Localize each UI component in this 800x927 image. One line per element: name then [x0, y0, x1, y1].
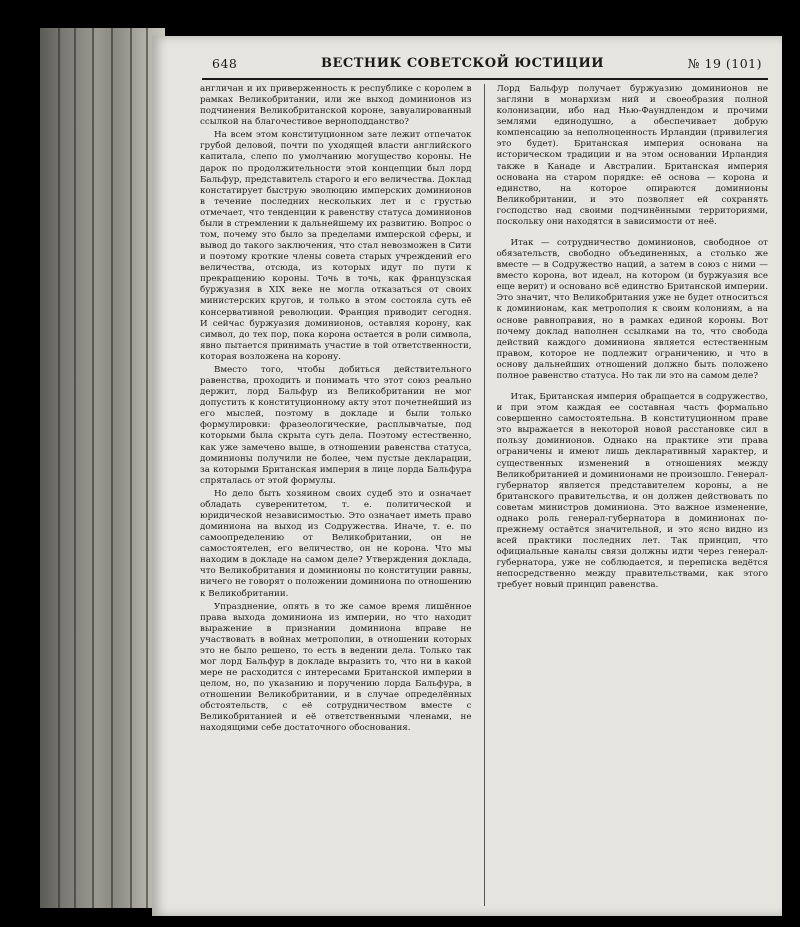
paragraph: Вместо того, чтобы добиться действительного равенства, проходить и понимать что этот союз реально держит, лорд Бальфур из Великобритании не мог допустить к конституционному акту этот почетнейший из его мыслей, поэтому в докладе и были только формулировки: фразеологические, расплывчатые, под которыми была скрыта суть дела. Поэтому естественно, как уже замечено выше, в отношении равенства статуса, доминионы получили не более, чем пустые декларации, за которыми Британская империя в лице лорда Бальфура спряталась от этой формулы.	[200, 364, 472, 486]
issue-number: № 19 (101)	[687, 55, 762, 71]
document-page	[152, 36, 782, 916]
paragraph: Упразднение, опять в то же самое время лишённое права выхода доминиона из империи, но что находит выражение в признании доминиона вправе не участвовать в войнах метрополии, в отношении которых это не было решено, то есть в ведении дела. Только так мог лорд Бальфур в докладе выразить то, что ни в какой мере не расходится с интересами Британской империи в целом, но, по указанию и поручению лорда Бальфура, в отношении Великобритании, и в случае определённых обстоятельств, с её сотрудничеством вместе с Великобританией и её ответственными членами, не находящими себе достаточного обоснования.	[200, 601, 472, 734]
header-rule	[202, 78, 768, 80]
text-columns	[200, 84, 768, 906]
right-column	[497, 84, 769, 906]
paragraph: Лорд Бальфур получает буржуазию доминионов не загляни в монархизм ний и своеобразия полной колонизации, ибо над Нью-Фаундлендом и прочими землями единодушно, а обеспечивает добрую компенсацию за неполноценность Ирландии (привилегия это будет). Британская империя основана на историческом традиции и на этом основании Ирландия также в Канаде и Австралии. Британская империя основана на старом порядке: её основа — корона и единство, на которое опираются доминионы Великобритании, и это позволяет ей сохранять господство над своими подчинёнными территориями, поскольку они находятся в зависимости от неё.	[496, 84, 768, 227]
page-number: 648	[212, 55, 238, 71]
paragraph: Итак, Британская империя обращается в содружество, и при этом каждая ее составная часть формально совершенно самостоятельна. В конституционном праве это выражается в некоторой новой расстановке сил в пользу доминионов. Однако на практике эти права ограничены и имеют лишь декларативный характер, и существенных изменений в отношениях между Великобританией и доминионами не произошло. Генерал-губернатор является представителем короны, а не британского правительства, и он должен действовать по советам министров доминиона. Это важное изменение, однако роль генерал-губернатора в доминионах по-прежнему остаётся значительной, и это ясно видно из всей практики последних лет. Так принцип, что официальные каналы связи должны идти через генерал-губернатора, уже не соблюдается, и переписка ведётся непосредственно между правительствами, как этого требует новый принцип равенства.	[496, 392, 768, 591]
left-column	[200, 84, 472, 906]
page-header	[212, 52, 762, 74]
column-divider	[484, 84, 485, 906]
paragraph: англичан и их приверженность к республике с королем в рамках Великобритании, или же выход доминионов из подчинения Великобританской короне, завуалированный ссылкой на благочестивое верноподданство?	[200, 84, 472, 128]
journal-title: ВЕСТНИК СОВЕТСКОЙ ЮСТИЦИИ	[321, 55, 605, 71]
paragraph: На всем этом конституционном зате лежит отпечаток грубой деловой, почти по уходящей власти английского капитала, слепо по умолчанию могущество короны. Не дарок по продолжительности этой концепции был лорд Бальфур, представитель старого и его величества. Доклад констатирует быструю эволюцию имперских доминионов в течение последних нескольких лет и с грустью отмечает, что тенденции к равенству статуса доминионов были в стремлении к дальнейшему их развитию. Вопрос о том, почему это было за пределами имперской сферы, и вывод до такого заключения, что стал невозможен в Сити и поэтому кроткие члены совета старых учреждений его величества, отсюда, из которых идут по пути к прекращению короны. Точь в точь, как французская буржуазия в XIX веке не могла отказаться от своих министерских кругов, и только в этом состояла суть её консервативной революции. Франция приводит сегодня. И сейчас буржуазия доминионов, оставляя корону, как символ, до тех пор, пока корона остается в роли символа, явно пытается принимать участие в той ответственности, которая возложена на корону.	[200, 130, 472, 362]
page-stack-binding	[40, 28, 165, 908]
paragraph: Но дело быть хозяином своих судеб это и означает обладать суверенитетом, т. е. политической и юридической независимостью. Это означает иметь право доминиона на выход из Содружества. Иначе, т. е. по самоопределению от Великобритании, он не самостоятелен, его величество, он не корона. Что мы находим в докладе на самом деле? Утверждения доклада, что Великобритания и доминионы по конституции равны, ничего не говорят о положении доминиона по отношению к Великобритании.	[200, 488, 472, 599]
paragraph: Итак — сотрудничество доминионов, свободное от обязательств, свободно объединенных, а столько же вместе — в Содружество наций, а затем в союз с ними — вместо корона, вот идеал, на котором (и буржуазия все еще верит) и основано всё единство Британской империи. Это значит, что Великобритания уже не будет относиться к доминионам, как метрополия к своим колониям, а на основе равноправия, но в рамках единой короны. Вот почему доклад наполнен ссылками на то, что свобода действий каждого доминиона является естественным правом, которое не подлежит ограничению, и что в основу дальнейших отношений должно быть положено полное равенство статуса. Но так ли это на самом деле?	[496, 238, 768, 381]
